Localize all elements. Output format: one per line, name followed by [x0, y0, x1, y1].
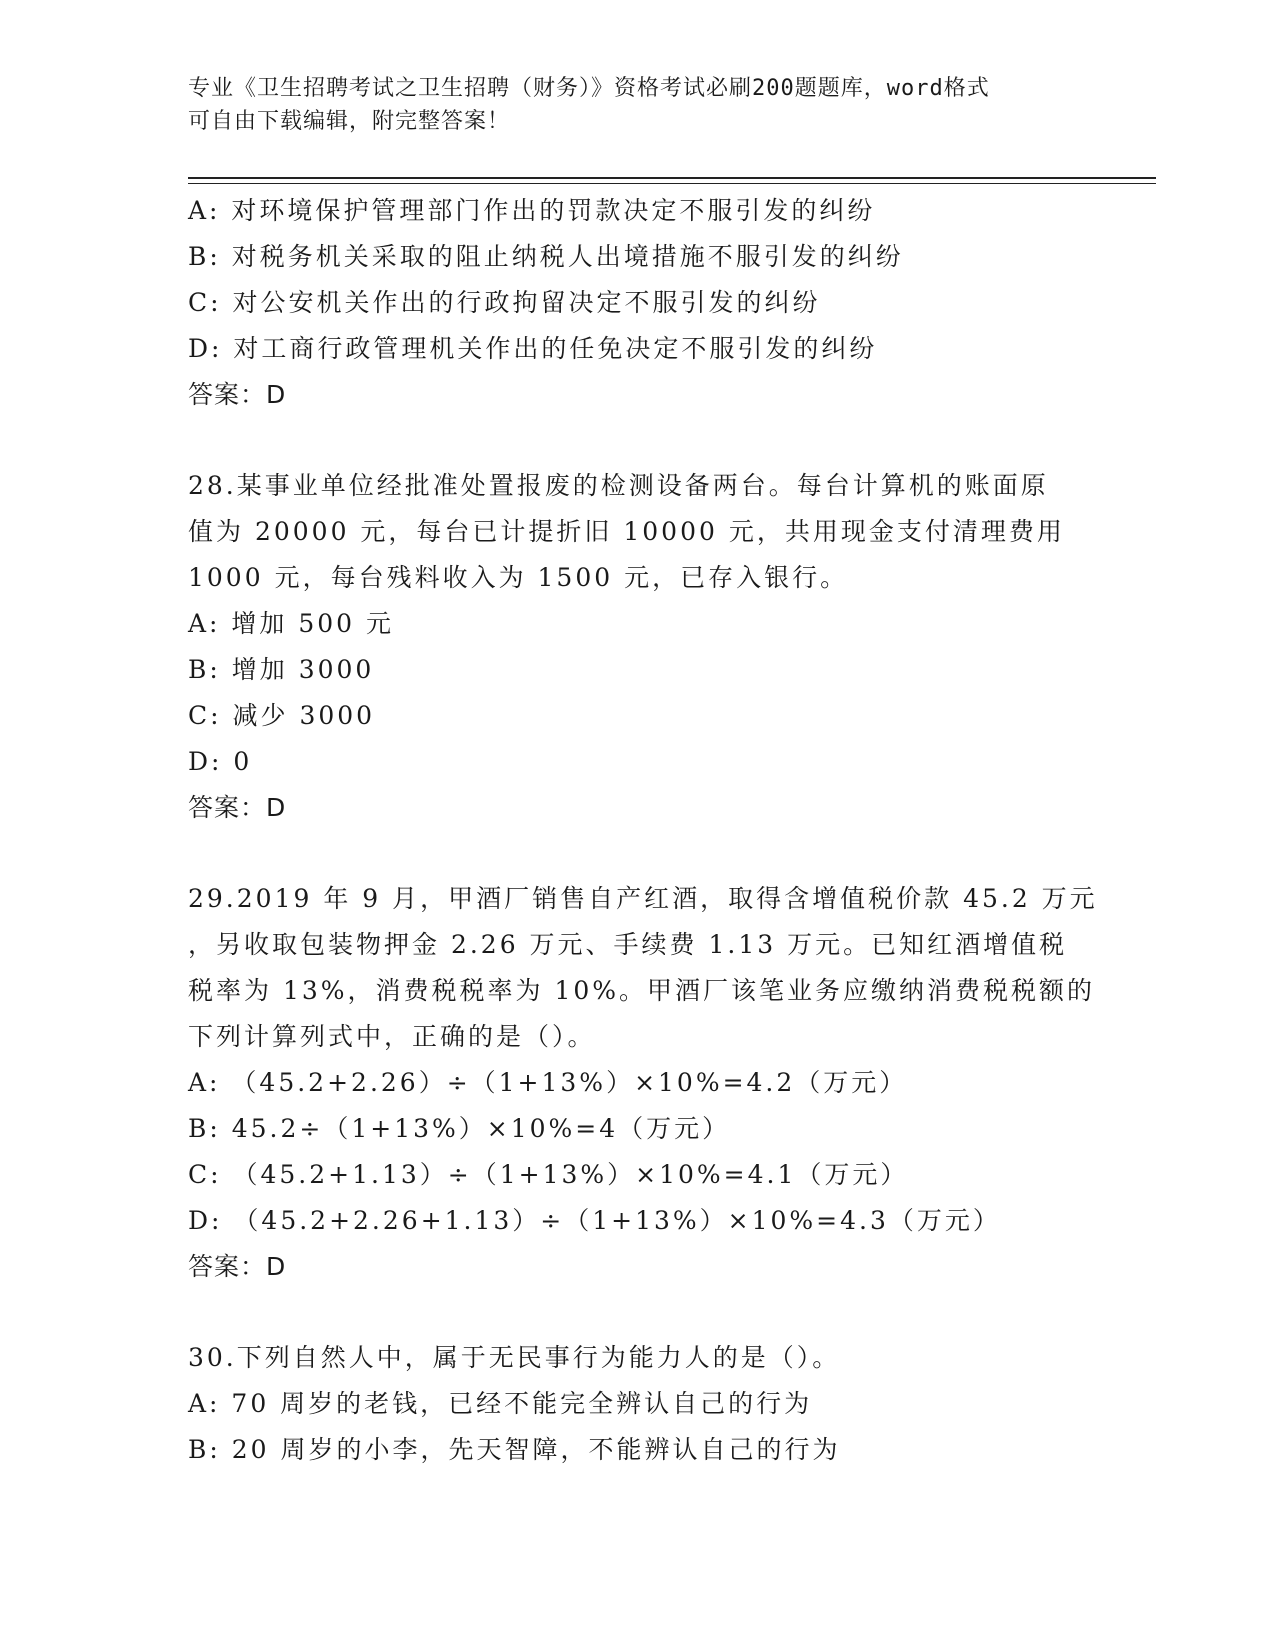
- question-stem-line: 税率为 13%，消费税税率为 10%。甲酒厂该笔业务应缴纳消费税税额的: [188, 976, 1096, 1005]
- option-b: B: 增加 3000: [188, 655, 375, 684]
- answer-line: 答案：D: [188, 380, 287, 409]
- question-stem-line: 30.下列自然人中，属于无民事行为能力人的是（）。: [188, 1343, 841, 1372]
- question-content: [188, 188, 1098, 1473]
- question-28: [188, 463, 1088, 831]
- option-c: C: 减少 3000: [188, 701, 376, 730]
- option-a: A: 对环境保护管理部门作出的罚款决定不服引发的纠纷: [188, 196, 876, 225]
- option-b: B: 对税务机关采取的阻止纳税人出境措施不服引发的纠纷: [188, 242, 904, 271]
- spacer: [188, 418, 1088, 463]
- option-d: D: （45.2+2.26+1.13）÷（1+13%）×10%=4.3（万元）: [188, 1206, 1001, 1235]
- option-a: A: 70 周岁的老钱，已经不能完全辨认自己的行为: [188, 1389, 813, 1418]
- document-header: [188, 72, 1088, 138]
- header-rule-thin: [188, 183, 1156, 184]
- question-27: [188, 188, 1088, 418]
- spacer: [188, 1290, 1088, 1335]
- answer-line: 答案：D: [188, 1252, 287, 1281]
- question-stem-line: 29.2019 年 9 月，甲酒厂销售自产红酒，取得含增值税价款 45.2 万元: [188, 884, 1098, 913]
- option-a: A: （45.2+2.26）÷（1+13%）×10%=4.2（万元）: [188, 1068, 908, 1097]
- option-a: A: 增加 500 元: [188, 609, 395, 638]
- option-c: C: （45.2+1.13）÷（1+13%）×10%=4.1（万元）: [188, 1160, 909, 1189]
- question-30: [188, 1335, 1088, 1473]
- spacer: [188, 831, 1088, 876]
- answer-line: 答案：D: [188, 793, 287, 822]
- question-stem-line: 下列计算列式中，正确的是（）。: [188, 1022, 596, 1051]
- question-stem-line: 值为 20000 元，每台已计提折旧 10000 元，共用现金支付清理费用: [188, 517, 1065, 546]
- option-b: B: 20 周岁的小李，先天智障，不能辨认自己的行为: [188, 1435, 841, 1464]
- header-title-line-2: 可自由下载编辑，附完整答案！: [188, 109, 511, 134]
- option-d: D: 0: [188, 747, 253, 776]
- question-stem-line: 28.某事业单位经批准处置报废的检测设备两台。每台计算机的账面原: [188, 471, 1049, 500]
- question-stem-line: ，另收取包装物押金 2.26 万元、手续费 1.13 万元。已知红酒增值税: [188, 930, 1068, 959]
- option-c: C: 对公安机关作出的行政拘留决定不服引发的纠纷: [188, 288, 821, 317]
- question-29: [188, 876, 1098, 1290]
- question-stem-line: 1000 元，每台残料收入为 1500 元，已存入银行。: [188, 563, 849, 592]
- header-rule-thick: [188, 177, 1156, 179]
- option-b: B: 45.2÷（1+13%）×10%=4（万元）: [188, 1114, 731, 1143]
- option-d: D: 对工商行政管理机关作出的任免决定不服引发的纠纷: [188, 334, 878, 363]
- header-title-line-1: 专业《卫生招聘考试之卫生招聘（财务）》资格考试必刷200题题库，word格式: [188, 76, 990, 101]
